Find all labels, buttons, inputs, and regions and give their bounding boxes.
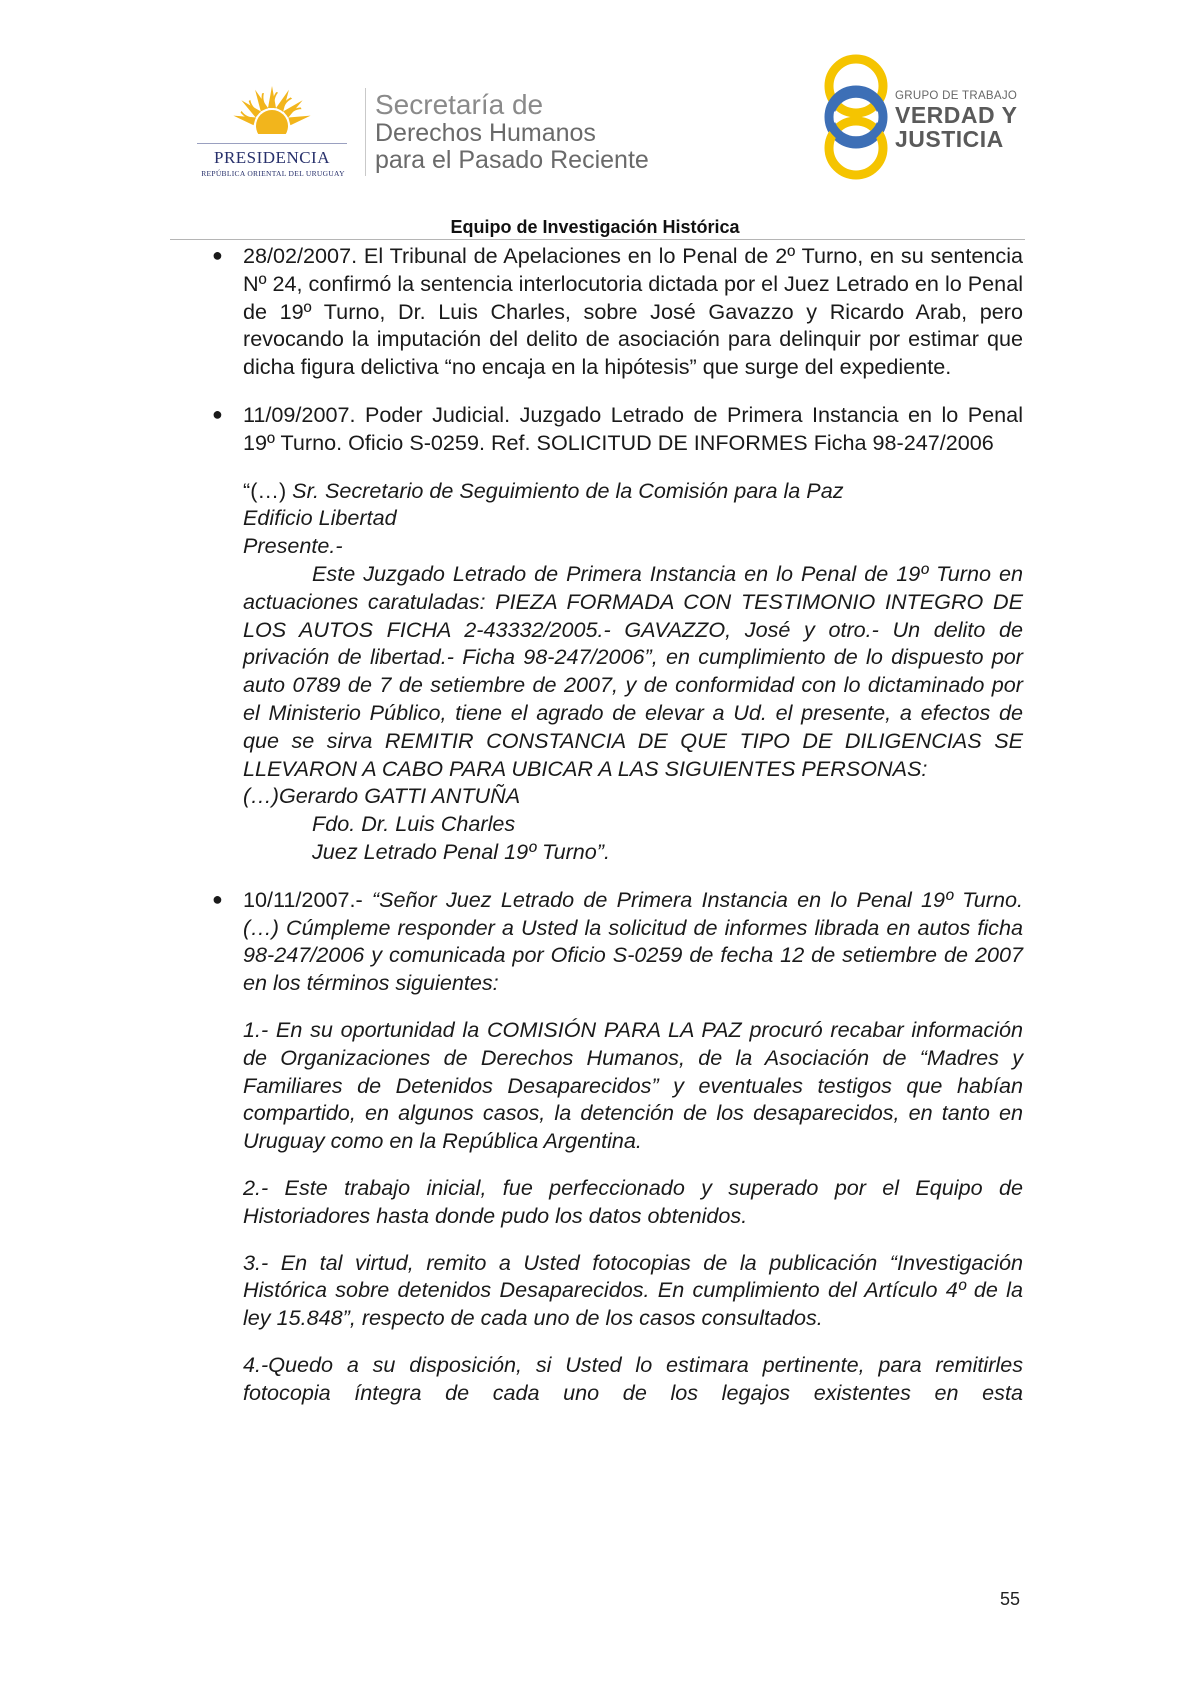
grupo-trabajo-logo <box>820 52 1050 182</box>
grupo-title-line2: JUSTICIA <box>895 126 1004 152</box>
page-number: 55 <box>1000 1589 1021 1609</box>
secretaria-line2: Derechos Humanos <box>375 119 596 147</box>
list-item <box>212 242 1023 381</box>
quoted-letter <box>243 477 1023 866</box>
list-item <box>212 401 1023 866</box>
quote-addressee: Sr. Secretario de Seguimiento de la Comisión para la Paz <box>292 477 844 503</box>
equipo-heading: Equipo de Investigación Histórica <box>450 217 740 237</box>
quote-person: (…)Gerardo GATTI ANTUÑA <box>243 783 521 809</box>
grupo-small-title: GRUPO DE TRABAJO <box>895 90 1018 102</box>
secretaria-logo-text <box>375 90 649 174</box>
list-item <box>212 886 1023 1407</box>
item-text: “Señor Juez Letrado de Primera Instancia en lo Penal 19º Turno. (…) Cúmpleme responder a Usted la solicitud de informes librada en autos ficha 98-247/2006 y comunicada por Oficio S-0259 de fecha 12 de setiembre de 2007 en los términos siguientes: <box>243 886 1023 996</box>
quote-building: Edificio Libertad <box>243 505 397 531</box>
response-paragraph-4: 4.-Quedo a su disposición, si Usted lo estimara pertinente, para remitirles fotocopia íntegra de cada uno de los legajos existentes en esta <box>243 1351 1023 1405</box>
item-date: 10/11/2007.- <box>243 886 372 912</box>
header-divider <box>365 88 366 176</box>
presidencia-subtitle: REPÚBLICA ORIENTAL DEL URUGUAY <box>201 169 345 178</box>
bullet-icon: ● <box>212 245 223 265</box>
bullet-icon: ● <box>212 403 223 424</box>
response-paragraph-3: 3.- En tal virtud, remito a Usted fotocopias de la publicación “Investigación Histórica sobre detenidos Desaparecidos. En cumplimiento del Artículo 4º de la ley 15.848”, respecto de cada uno de los casos consultados. <box>243 1249 1023 1331</box>
response-paragraph-1: 1.- En su oportunidad la COMISIÓN PARA LA PAZ procuró recabar información de Organizaciones de Derechos Humanos, de la Asociación de “Madres y Familiares de Detenidos Desaparecidos” y eventuales testigos que habían compartido, en algunos casos, la detención de los desaparecidos, en tanto en Uruguay como en la República Argentina. <box>243 1016 1023 1154</box>
bullet-icon: ● <box>212 888 223 909</box>
quote-presente: Presente.- <box>243 533 343 559</box>
page-header <box>0 0 1190 240</box>
quote-judge: Juez Letrado Penal 19º Turno”. <box>312 838 610 864</box>
quote-signature: Fdo. Dr. Luis Charles <box>312 811 516 837</box>
sun-emblem-icon <box>197 78 347 144</box>
header-rule <box>170 239 1025 240</box>
secretaria-line1: Secretaría de <box>375 89 544 120</box>
grupo-title-line1: VERDAD Y <box>895 102 1018 128</box>
response-paragraph-2: 2.- Este trabajo inicial, fue perfeccionado y superado por el Equipo de Historiadores hasta donde pudo los datos obtenidos. <box>243 1174 1023 1228</box>
quote-open: “(…) <box>243 477 293 503</box>
item-text: 11/09/2007. Poder Judicial. Juzgado Letrado de Primera Instancia en lo Penal 19º Turno. Oficio S-0259. Ref. SOLICITUD DE INFORMES Ficha 98-247/2006 <box>243 401 1023 455</box>
presidencia-title: PRESIDENCIA <box>213 148 330 167</box>
presidencia-logo <box>197 78 357 178</box>
rings-emblem-icon <box>820 52 892 182</box>
quote-body: Este Juzgado Letrado de Primera Instancia en lo Penal de 19º Turno en actuaciones caratuladas: PIEZA FORMADA CON TESTIMONIO INTEGRO DE LOS AUTOS FICHA 2-43332/2005.- GAVAZZO, José y otro.- Un delito de privación de libertad.- Ficha 98-247/2006”, en cumplimiento de lo dispuesto por auto 0789 de 7 de setiembre de 2007, y de conformidad con lo dictaminado por el Ministerio Público, tiene el agrado de elevar a Ud. el presente, a efectos de que se sirva REMITIR CONSTANCIA DE QUE TIPO DE DILIGENCIAS SE LLEVARON A CABO PARA UBICAR A LAS SIGUIENTES PERSONAS: <box>243 560 1023 781</box>
secretaria-line3: para el Pasado Reciente <box>375 146 649 174</box>
item-text: 28/02/2007. El Tribunal de Apelaciones en lo Penal de 2º Turno, en su sentencia Nº 24, confirmó la sentencia interlocutoria dictada por el Juez Letrado en lo Penal de 19º Turno, Dr. Luis Charles, sobre José Gavazzo y Ricardo Arab, pero revocando la imputación del delito de asociación para delinquir por estimar que dicha figura delictiva “no encaja en la hipótesis” que surge del expediente. <box>243 243 1023 380</box>
document-body <box>212 242 1023 1406</box>
presidencia-rule <box>197 143 347 144</box>
